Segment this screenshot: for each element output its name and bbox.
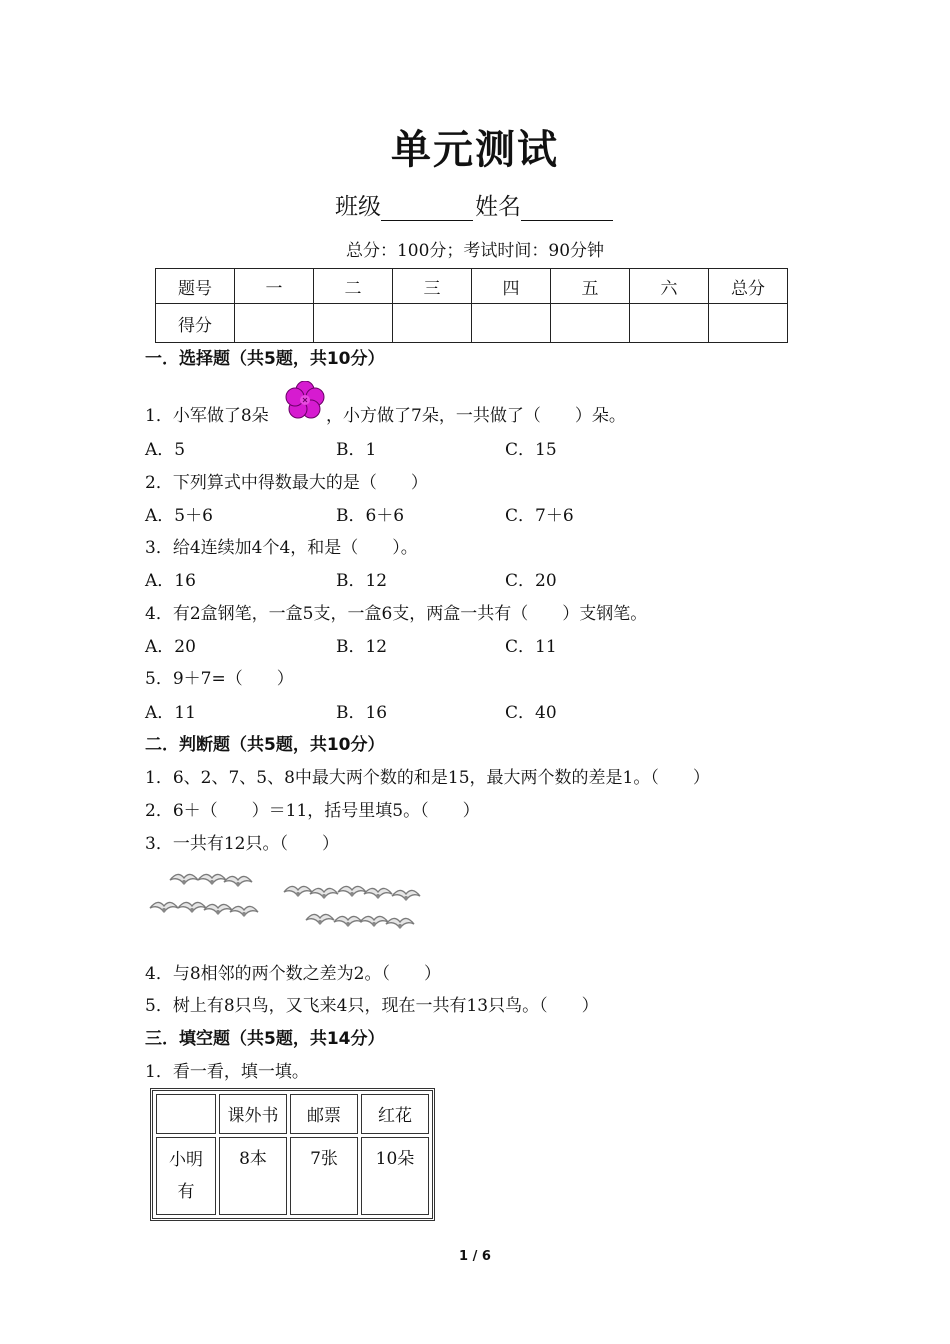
class-name-line	[0, 188, 950, 221]
s1-q1-option-c[interactable]: C．15	[505, 440, 557, 460]
s1-q2-option-c[interactable]: C．7＋6	[505, 506, 574, 526]
score-table	[155, 268, 788, 343]
s1-q5-option-b[interactable]: B．16	[336, 703, 388, 723]
score-header-cell: 五	[551, 269, 630, 304]
fill-table-cell: 10朵	[361, 1137, 429, 1215]
fill-table-header: 课外书	[219, 1094, 287, 1134]
s1-q4-option-a[interactable]: A．20	[145, 637, 196, 657]
s3-q1: 1．看一看，填一填。	[145, 1062, 309, 1082]
score-info: 总分：100分；考试时间：90分钟	[345, 241, 605, 261]
s2-q5: 5．树上有8只鸟，又飞来4只，现在一共有13只鸟。（ ）	[145, 996, 599, 1016]
score-input-cell[interactable]	[709, 304, 788, 343]
section1-heading: 一．选择题（共5题，共10分）	[145, 349, 385, 369]
name-blank[interactable]	[521, 198, 613, 221]
score-input-cell[interactable]	[551, 304, 630, 343]
s1-q3-option-c[interactable]: C．20	[505, 571, 557, 591]
s1-q3-option-b[interactable]: B．12	[336, 571, 388, 591]
s2-q1: 1．6、2、7、5、8中最大两个数的和是15，最大两个数的差是1。（ ）	[145, 768, 710, 788]
s1-q3-option-a[interactable]: A．16	[145, 571, 196, 591]
score-row-label: 得分	[156, 304, 235, 343]
fill-table-cell: 7张	[290, 1137, 358, 1215]
bird-group-right	[284, 886, 420, 928]
s1-q1-option-b[interactable]: B．1	[336, 440, 377, 460]
bird-group-left	[150, 874, 258, 916]
score-header-cell: 一	[235, 269, 314, 304]
class-label: 班级	[335, 194, 381, 220]
fill-table-cell: 8本	[219, 1137, 287, 1215]
fill-table-header: 红花	[361, 1094, 429, 1134]
s1-q2-option-a[interactable]: A．5＋6	[145, 506, 213, 526]
fill-table	[150, 1088, 435, 1221]
row-label-line1: 小明	[169, 1150, 203, 1170]
score-input-cell[interactable]	[472, 304, 551, 343]
section3-heading: 三．填空题（共5题，共14分）	[145, 1029, 385, 1049]
fill-table-header: 邮票	[290, 1094, 358, 1134]
s1-q5-option-a[interactable]: A．11	[145, 703, 196, 723]
s2-q2: 2．6＋（ ）＝11，括号里填5。（ ）	[145, 801, 480, 821]
name-label: 姓名	[475, 194, 521, 220]
section2-heading: 二．判断题（共5题，共10分）	[145, 735, 385, 755]
s1-q4-option-b[interactable]: B．12	[336, 637, 388, 657]
score-input-cell[interactable]	[235, 304, 314, 343]
score-input-cell[interactable]	[393, 304, 472, 343]
s1-q2: 2．下列算式中得数最大的是（ ）	[145, 473, 428, 493]
s1-q5: 5．9＋7=（ ）	[145, 669, 294, 689]
score-input-cell[interactable]	[314, 304, 393, 343]
s1-q1-part1: 1．小军做了8朵	[145, 406, 269, 426]
fill-table-row-label	[156, 1137, 216, 1215]
s1-q1-option-a[interactable]: A．5	[145, 440, 186, 460]
score-header-cell: 三	[393, 269, 472, 304]
page-title: 单元测试	[391, 127, 559, 173]
birds-image	[146, 860, 426, 942]
score-header-cell: 六	[630, 269, 709, 304]
s2-q4: 4．与8相邻的两个数之差为2。（ ）	[145, 964, 441, 984]
s1-q3: 3．给4连续加4个4，和是（ ）。	[145, 538, 418, 558]
flower-icon	[285, 381, 325, 419]
s1-q1-part2: ，小方做了7朵，一共做了（ ）朵。	[326, 406, 626, 426]
score-header-cell: 总分	[709, 269, 788, 304]
flower-petals	[286, 381, 324, 418]
score-input-cell[interactable]	[630, 304, 709, 343]
s1-q5-option-c[interactable]: C．40	[505, 703, 557, 723]
fill-table-corner	[156, 1094, 216, 1134]
score-header-cell: 题号	[156, 269, 235, 304]
s1-q4: 4．有2盒钢笔，一盒5支，一盒6支，两盒一共有（ ）支钢笔。	[145, 604, 648, 624]
s2-q3: 3．一共有12只。（ ）	[145, 834, 339, 854]
class-blank[interactable]	[381, 198, 473, 221]
score-header-cell: 二	[314, 269, 393, 304]
s1-q4-option-c[interactable]: C．11	[505, 637, 557, 657]
row-label-line2: 有	[177, 1182, 195, 1202]
s1-q2-option-b[interactable]: B．6＋6	[336, 506, 405, 526]
score-header-cell: 四	[472, 269, 551, 304]
page-number: 1 / 6	[459, 1249, 491, 1264]
